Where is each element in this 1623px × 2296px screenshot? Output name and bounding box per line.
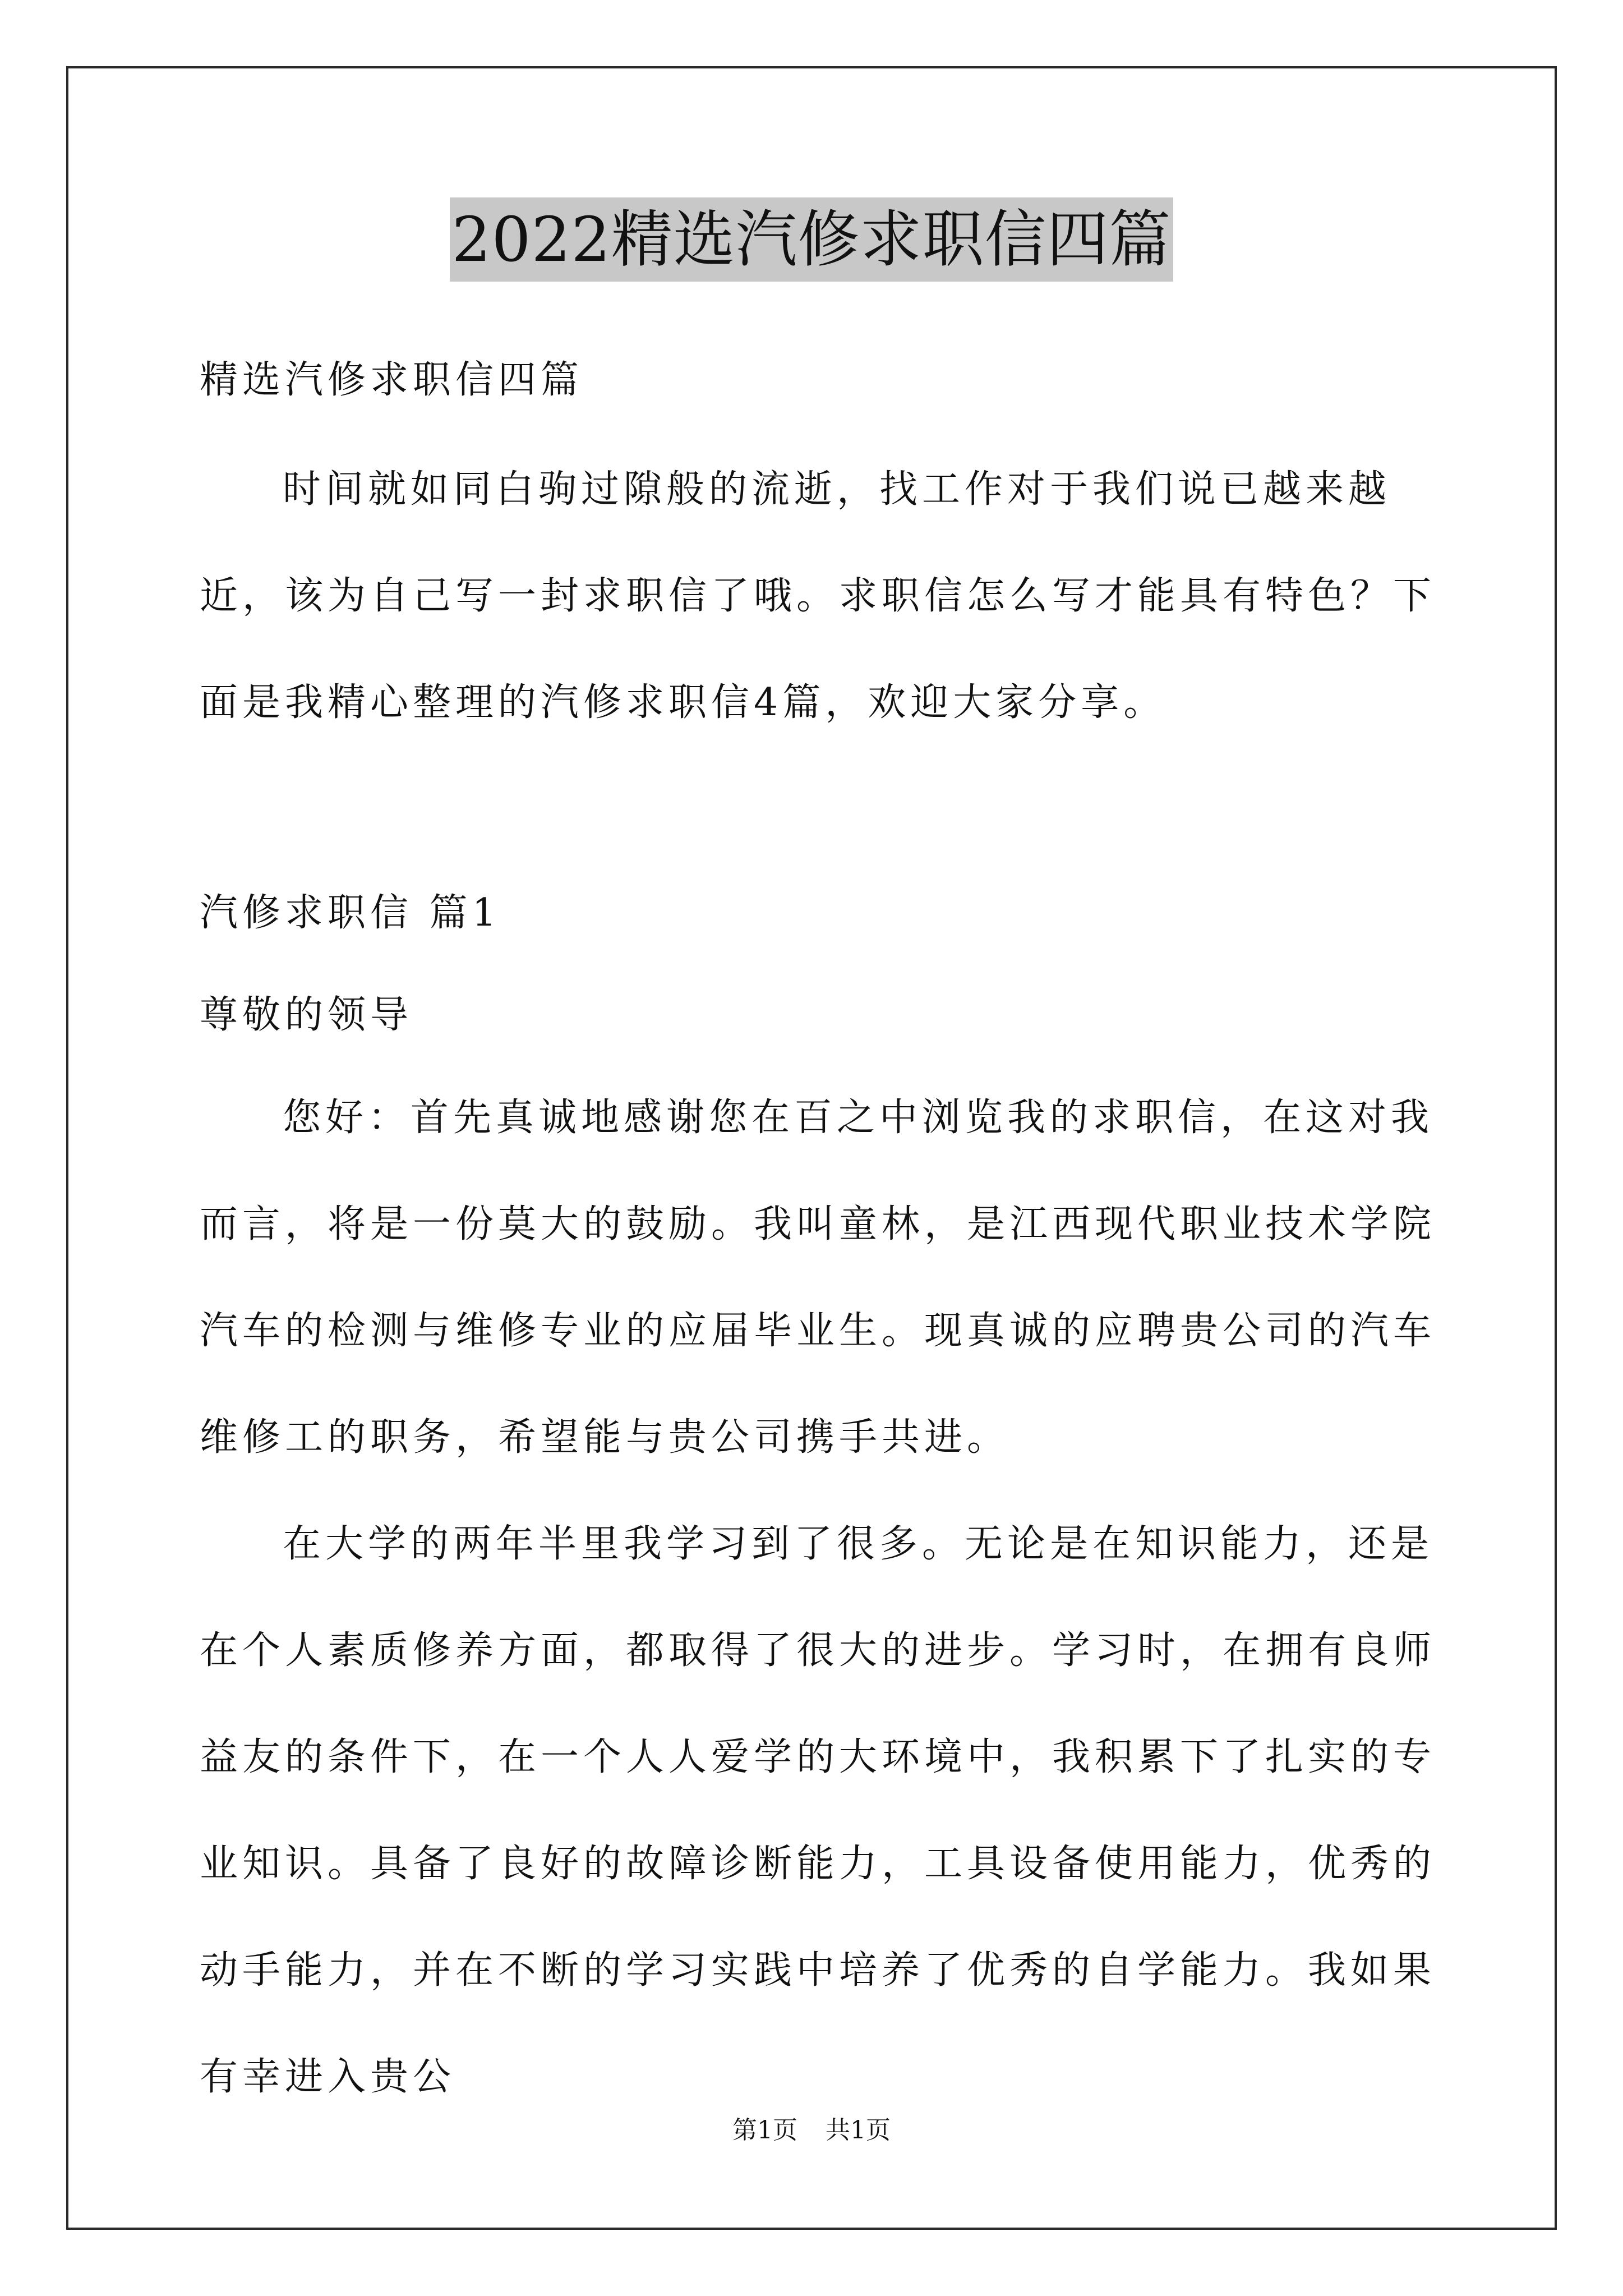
page-number: 第1页	[732, 2116, 797, 2145]
document-title: 2022精选汽修求职信四篇	[450, 197, 1174, 282]
salutation: 尊敬的领导	[200, 993, 413, 1037]
page-footer	[0, 2114, 1623, 2147]
body-paragraph-1: 您好：首先真诚地感谢您在百之中浏览我的求职信，在这对我而言，将是一份莫大的鼓励。我叫童林，是江西现代职业技术学院汽车的检测与维修专业的应届毕业生。现真诚的应聘贵公司的汽车维修工的职务，希望能与贵公司携手共进。	[200, 1096, 1436, 1460]
section-heading: 汽修求职信 篇1	[200, 891, 501, 935]
intro-paragraph: 时间就如同白驹过隙般的流逝，找工作对于我们说已越来越近，该为自己写一封求职信了哦。求职信怎么写才能具有特色？下面是我精心整理的汽修求职信4篇，欢迎大家分享。	[200, 467, 1436, 725]
page-total: 共1页	[826, 2116, 891, 2145]
document-subtitle: 精选汽修求职信四篇	[200, 358, 584, 402]
body-paragraph-2: 在大学的两年半里我学习到了很多。无论是在知识能力，还是在个人素质修养方面，都取得了很大的进步。学习时，在拥有良师益友的条件下，在一个人人爱学的大环境中，我积累下了扎实的专业知识。具备了良好的故障诊断能力，工具设备使用能力，优秀的动手能力，并在不断的学习实践中培养了优秀的自学能力。我如果有幸进入贵公	[200, 1522, 1436, 2099]
title-container	[0, 197, 1623, 282]
